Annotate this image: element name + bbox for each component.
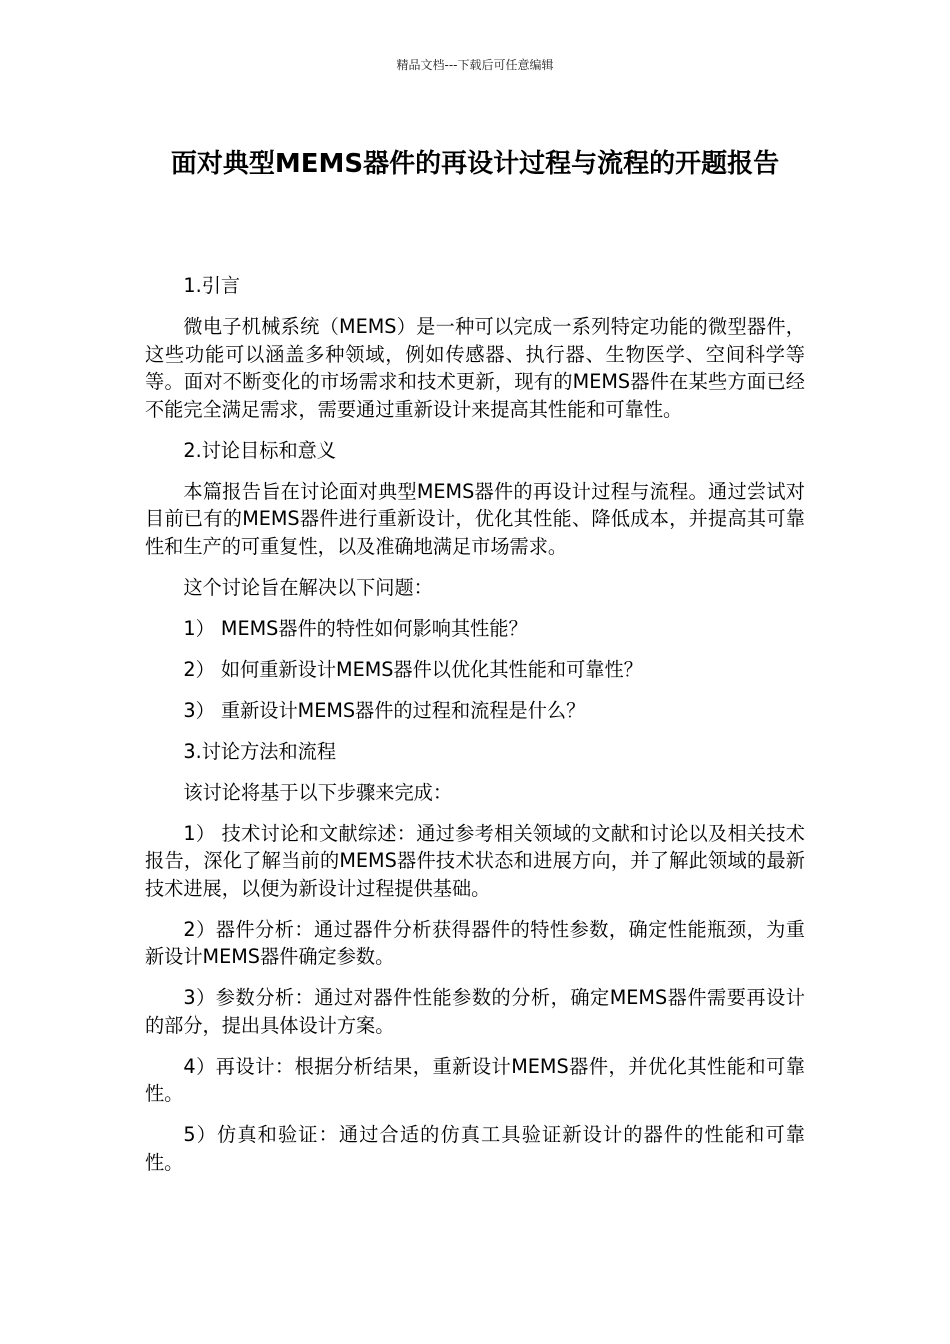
document-title: 面对典型MEMS器件的再设计过程与流程的开题报告 (170, 149, 780, 179)
document-body (145, 272, 805, 1190)
paragraph-goals: 本篇报告旨在讨论面对典型MEMS器件的再设计过程与流程。通过尝试对目前已有的MEMS器件进行重新设计，优化其性能、降低成本，并提高其可靠性和生产的可重复性，以及准确地满足市场需求。 (145, 479, 805, 558)
step-item-2: 2）器件分析：通过器件分析获得器件的特性参数，确定性能瓶颈，为重新设计MEMS器件确定参数。 (145, 917, 805, 968)
question-item-2: 2） 如何重新设计MEMS器件以优化其性能和可靠性？ (183, 657, 643, 681)
paragraph-questions-intro: 这个讨论旨在解决以下问题： (183, 575, 433, 599)
step-item-5: 5）仿真和验证：通过合适的仿真工具验证新设计的器件的性能和可靠性。 (145, 1123, 805, 1174)
paragraph-steps-intro: 该讨论将基于以下步骤来完成： (183, 780, 453, 804)
paragraph-introduction: 微电子机械系统（MEMS）是一种可以完成一系列特定功能的微型器件，这些功能可以涵盖多种领域，例如传感器、执行器、生物医学、空间科学等等。面对不断变化的市场需求和技术更新，现有的MEMS器件在某些方面已经不能完全满足需求，需要通过重新设计来提高其性能和可靠性。 (145, 315, 805, 421)
section-heading-introduction: 1.引言 (183, 274, 241, 297)
section-heading-goals: 2.讨论目标和意义 (183, 438, 337, 462)
step-item-1: 1） 技术讨论和文献综述：通过参考相关领域的文献和讨论以及相关技术报告，深化了解当前的MEMS器件技术状态和进展方向，并了解此领域的最新技术进展，以便为新设计过程提供基础。 (145, 821, 805, 900)
question-item-1: 1） MEMS器件的特性如何影响其性能？ (183, 616, 528, 640)
question-item-3: 3） 重新设计MEMS器件的过程和流程是什么？ (183, 698, 586, 722)
section-heading-methods: 3.讨论方法和流程 (183, 739, 337, 763)
page-header: 精品文档---下载后可任意编辑 (396, 58, 554, 72)
step-item-3: 3）参数分析：通过对器件性能参数的分析，确定MEMS器件需要再设计的部分，提出具体设计方案。 (145, 986, 805, 1037)
step-item-4: 4）再设计：根据分析结果，重新设计MEMS器件，并优化其性能和可靠性。 (145, 1054, 805, 1105)
